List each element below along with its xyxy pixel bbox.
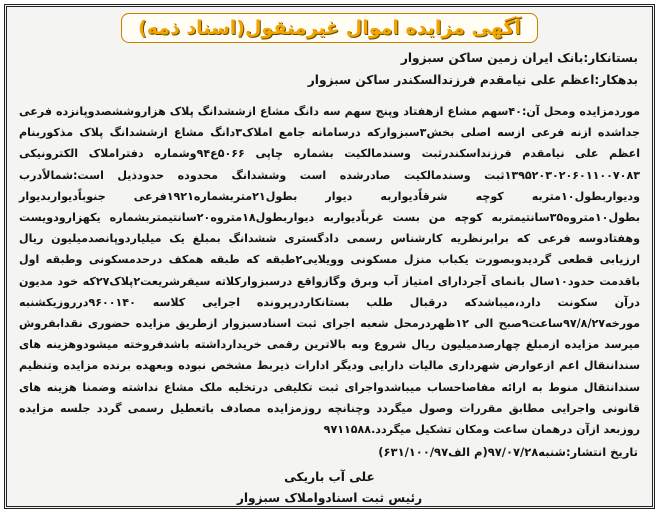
notice-body: موردمزایده ومحل آن:۴۰سهم مشاع ازهفتاد وپنج سهم سه دانگ مشاع ازششدانگ پلاک هزاروششصدوپانزده فرعی جداشده ازنه فرعی ازسه اصلی بخش۳سبزوارکه درسامانه جامع املاک۳دانگ مشاع ازششدانگ پلاک مذکوربنام اعظم علی نیامقدم فرزنداسکندرثبت وسندمالکیت بشماره چاپی ۵۰۶۶ع۹۴وشماره دفتراملاک الکترونیکی ۱۳۹۵۲۰۳۰۲۰۶۰۱۱۰۰۷۰۸۳ثبت وسندمالکیت صادرشده است وششدانگ محدوده حدودذیل است:شمالاًدرب وديواربطول۱۰متربه کوچه شرقاًدیواربه دیوار بطول۲۱متربشماره۱۹۲۱فرعی جنوباًدیواربدیوار بطول۱۰متروه۳۵سانتیمتربه کوچه من بست غرباًدیواربه دیواربطول۱۸متروه۲۰سانتیمتربشماره یکهزارودویست وهفتادوسه فرعی که برابرنظریه کارشناس رسمی دادگستری ششدانگ بمبلغ یک میلیاردوپانصدمیلیون ریال ارزیابی قطعی گردیدوبصورت یکباب منزل مسکونی وویلایی۲طبقه که طبقه همکف درحدمسکونی وطبقه اول باقدمت حدود۱۰سال بانمای آجردارای امتیاز آب وبرق وگازواقع درسبزوارکلاته سیفرشریعت۲پلاک۲۷که خود مدیون درآن سکونت دارد،میباشدکه درقبال طلب بستانکاردرپرونده اجرایی کلاسه ۹۶۰۰۱۴۰درروزیکشنبه مورخه۹۷/۸/۲۷ساعت۹صبح الی ۱۲ظهردرمحل شعبه اجرای ثبت اسنادسبزوار ازطریق مزایده حضوری نقدابفروش میرسد مزایده ازمبلغ چهارصدمیلیون ریال شروع وبه بالاترین رقمی خریدارداشته باشدفروخته میشودوهزینه های سنداننقال اعم ازعوارض شهرداری مالیات دارایی ودیگر ادارات ذیربط مشخص نبوده وبعهده برنده مزایده وتنظیم سندانتقال منوط به ارائه مفاصاحساب میباشدواجرای ثبت تکلیفی درتخلیه ملک مشاع نداشته وضمنا هزینه های قانونی واجرایی مطابق مقررات وصول میگردد وچنانچه روزمزایده مصادف باتعطیل رسمی گردد جلسه مزایده روزبعد ازآن درهمان ساعت ومکان تشکیل میگردد.۹۷۱۱۵۸۸ — [19, 105, 641, 437]
notice-frame — [4, 4, 655, 509]
creditor-line: بستانکار:بانک ایران زمین ساکن سبزوار — [400, 51, 638, 65]
signature-block — [7, 467, 652, 509]
signer-name: علی آب باریکی — [284, 470, 375, 484]
debtor-line: بدهکار:اعظم علی نیامقدم فرزندالسکندر ساکن سبزوار — [307, 73, 638, 87]
signer-title: رئیس ثبت اسنادواملاک سبزوار — [236, 491, 423, 505]
publication-date: تاریخ انتشار:شنبه۹۷/۰۷/۲۸(م الف۶۳۱/۱۰۰/۹۷) — [378, 445, 638, 459]
notice-title: آگهی مزایده اموال غیرمنقول(اسناد ذمه) — [121, 13, 538, 43]
title-area — [7, 13, 652, 43]
